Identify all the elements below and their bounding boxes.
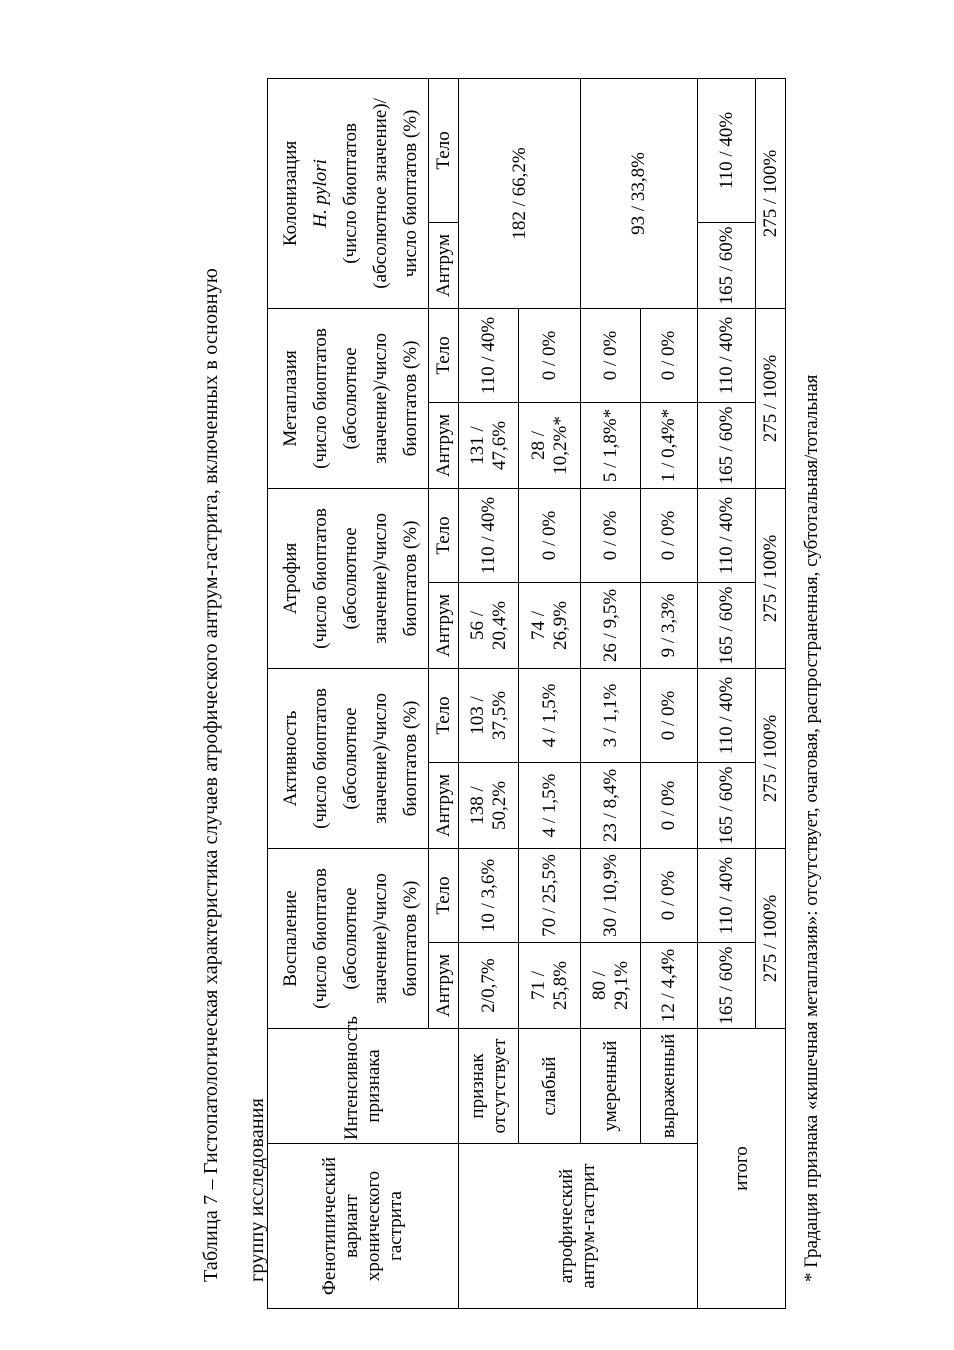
inflammation-header [268,848,429,1028]
antrum-label: Антрум [429,943,459,1029]
table-cell: 3 / 1,1% [581,668,641,762]
table-cell: 0 / 0% [641,762,698,848]
table-cell: 110 / 40% [698,668,756,762]
table-row [459,78,519,1308]
total-sum-cell: 275 / 100% [756,668,786,848]
table-cell: 23 / 8,4% [581,762,641,848]
atrophy-subtitle: (число биоптатов (абсолютное значение)/число биоптатов (%) [310,508,421,649]
table-cell: 9 / 3,3% [641,582,698,668]
body-label: Тело [429,848,459,942]
table-cell: 0 / 0% [581,488,641,582]
table-cell: 110 / 40% [698,308,756,402]
table-cell: 110 / 40% [459,308,519,402]
table-cell: 103 / 37,5% [459,668,519,762]
table-cell: 30 / 10,9% [581,848,641,942]
body-label: Тело [429,308,459,402]
table-cell: 0 / 0% [519,308,581,402]
table-cell: 71 / 25,8% [519,943,581,1029]
table-cell: 165 / 60% [698,943,756,1029]
antrum-label: Антрум [429,582,459,668]
table-cell: 70 / 25,5% [519,848,581,942]
hp-subtitle: (число биоптатов (абсолютное значение)/число биоптатов (%) [340,98,421,289]
table-cell: 0 / 0% [641,488,698,582]
total-sum-cell: 275 / 100% [756,78,786,308]
phenotype-header: Фенотипический вариант хронического гастрита [268,1144,459,1309]
body-label: Тело [429,488,459,582]
total-label: итого [698,1029,786,1309]
header-row [268,78,429,1308]
table-cell: 165 / 60% [698,222,756,308]
intensity-cell: слабый [519,1029,581,1144]
antrum-label: Антрум [429,222,459,308]
table-cell: 80 / 29,1% [581,943,641,1029]
table-cell: 26 / 9,5% [581,582,641,668]
intensity-cell: выраженный [641,1029,698,1144]
total-row [698,78,756,1308]
table-cell: 110 / 40% [459,488,519,582]
phenotype-cell: атрофический антрум-гастрит [459,1144,698,1309]
table-cell: 0 / 0% [581,308,641,402]
inflammation-subtitle: (число биоптатов (абсолютное значение)/число биоптатов (%) [310,868,421,1009]
table-cell: 74 / 26,9% [519,582,581,668]
caption-line-2: группу исследования [246,1097,268,1282]
table-cell: 110 / 40% [698,848,756,942]
table-cell: 110 / 40% [698,78,756,222]
total-sum-cell: 275 / 100% [756,848,786,1028]
histopathology-table [267,78,786,1309]
table-cell: 0 / 0% [641,308,698,402]
hp-species: H. pylori [310,159,331,228]
inflammation-title: Воспаление [280,890,301,987]
hp-title: Колонизация [280,140,301,247]
table-cell: 10 / 3,6% [459,848,519,942]
hp-negative-cell: 93 / 33,8% [581,78,698,308]
intensity-cell: умеренный [581,1029,641,1144]
body-label: Тело [429,78,459,222]
table-cell: 0 / 0% [519,488,581,582]
table-cell: 28 / 10,2%* [519,402,581,488]
table-cell: 138 / 50,2% [459,762,519,848]
activity-subtitle: (число биоптатов (абсолютное значение)/число биоптатов (%) [310,688,421,829]
table-cell: 165 / 60% [698,402,756,488]
table-cell: 4 / 1,5% [519,762,581,848]
metaplasia-subtitle: (число биоптатов (абсолютное значение)/число биоптатов (%) [310,328,421,469]
caption-line-1: Таблица 7 – Гистопатологическая характеристика случаев атрофического антрум-гастрита, включенных в основную [200,267,222,1282]
table-cell: 0 / 0% [641,848,698,942]
table-cell: 5 / 1,8%* [581,402,641,488]
table-cell: 165 / 60% [698,582,756,668]
hp-positive-cell: 182 / 66,2% [459,78,581,308]
table-cell: 131 / 47,6% [459,402,519,488]
table-cell: 165 / 60% [698,762,756,848]
footnote: * Градация признака «кишечная метаплазия»: отсутствует, очаговая, распространенная, субтотальная/тотальная [801,374,822,1282]
table-row [581,78,641,1308]
table-cell: 4 / 1,5% [519,668,581,762]
body-label: Тело [429,668,459,762]
hp-header [268,78,429,308]
table-cell: 2/0,7% [459,943,519,1029]
table-cell: 12 / 4,4% [641,943,698,1029]
intensity-header: Интенсивность признака [268,1029,459,1144]
antrum-label: Антрум [429,402,459,488]
antrum-label: Антрум [429,762,459,848]
total-sum-cell: 275 / 100% [756,308,786,488]
activity-header [268,668,429,848]
atrophy-header [268,488,429,668]
metaplasia-title: Метаплазия [280,350,301,447]
intensity-cell: признак отсутствует [459,1029,519,1144]
table-cell: 1 / 0,4%* [641,402,698,488]
metaplasia-header [268,308,429,488]
table-cell: 0 / 0% [641,668,698,762]
table-cell: 110 / 40% [698,488,756,582]
activity-title: Активность [280,710,301,807]
total-sum-cell: 275 / 100% [756,488,786,668]
table-cell: 56 / 20,4% [459,582,519,668]
atrophy-title: Атрофия [280,542,301,615]
